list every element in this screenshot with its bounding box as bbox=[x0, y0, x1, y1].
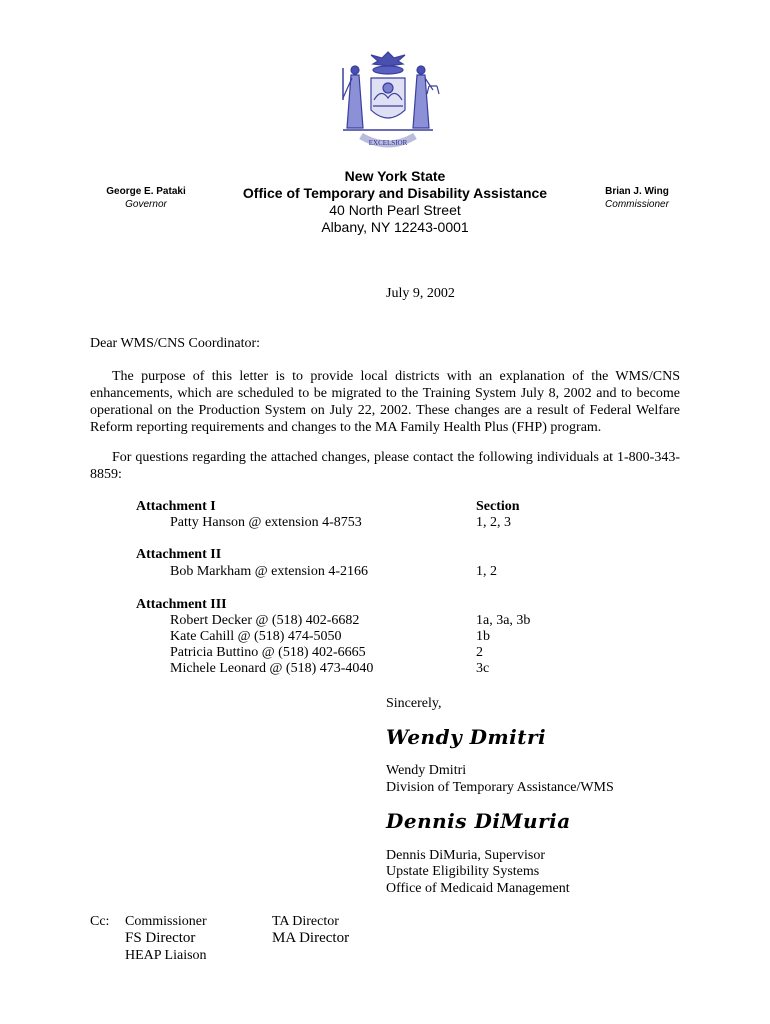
agency-header bbox=[220, 168, 570, 236]
attachment-3-title: Attachment III bbox=[136, 597, 227, 612]
contact-row: Patricia Buttino @ (518) 402-6665 bbox=[170, 645, 366, 660]
signer1-name: Wendy Dmitri bbox=[386, 763, 467, 778]
agency-name: Office of Temporary and Disability Assistance bbox=[242, 185, 548, 201]
state-name: New York State bbox=[344, 168, 446, 184]
governor-title: Governor bbox=[125, 199, 167, 210]
cc-recipient: FS Director bbox=[125, 930, 196, 946]
signer2-name: Dennis DiMuria, Supervisor bbox=[386, 848, 546, 863]
contact-row: Michele Leonard @ (518) 473-4040 bbox=[170, 661, 374, 676]
letter-date: July 9, 2002 bbox=[386, 286, 455, 301]
signature-wendy-dmitri: Wendy Dmitri bbox=[386, 725, 547, 749]
commissioner-name: Brian J. Wing bbox=[605, 186, 669, 197]
signer1-title: Division of Temporary Assistance/WMS bbox=[386, 780, 614, 795]
governor-name: George E. Pataki bbox=[106, 186, 186, 197]
body-paragraph-2: For questions regarding the attached changes, please contact the following individuals at 1-800-343-8859: bbox=[90, 450, 680, 482]
signer2-title-2: Office of Medicaid Management bbox=[386, 881, 570, 896]
section-cell: 2 bbox=[476, 645, 483, 660]
cc-label: Cc: bbox=[90, 914, 110, 929]
agency-city: Albany, NY 12243-0001 bbox=[321, 219, 469, 235]
contact-row: Patty Hanson @ extension 4-8753 bbox=[170, 515, 362, 530]
seal-motto: EXCELSIOR bbox=[368, 139, 408, 147]
section-cell: 1, 2 bbox=[476, 564, 497, 579]
commissioner-block bbox=[594, 185, 680, 211]
contact-row: Bob Markham @ extension 4-2166 bbox=[170, 564, 368, 579]
cc-recipient: MA Director bbox=[272, 930, 350, 946]
cc-recipient: HEAP Liaison bbox=[125, 948, 207, 963]
closing: Sincerely, bbox=[386, 696, 442, 711]
signature-dennis-dimuria: Dennis DiMuria bbox=[386, 809, 571, 833]
section-header: Section bbox=[476, 499, 520, 514]
signer2-title-1: Upstate Eligibility Systems bbox=[386, 864, 540, 879]
agency-street: 40 North Pearl Street bbox=[329, 202, 461, 218]
section-cell: 3c bbox=[476, 661, 490, 676]
contact-row: Kate Cahill @ (518) 474-5050 bbox=[170, 629, 342, 644]
salutation: Dear WMS/CNS Coordinator: bbox=[90, 336, 261, 351]
governor-block bbox=[96, 185, 196, 211]
cc-recipient: TA Director bbox=[272, 914, 339, 929]
commissioner-title: Commissioner bbox=[605, 199, 669, 210]
section-cell: 1a, 3a, 3b bbox=[476, 613, 531, 628]
section-cell: 1, 2, 3 bbox=[476, 515, 511, 530]
attachment-1-title: Attachment I bbox=[136, 499, 216, 514]
cc-recipient: Commissioner bbox=[125, 914, 207, 929]
new-york-state-seal bbox=[333, 48, 443, 154]
attachment-2-title: Attachment II bbox=[136, 547, 222, 562]
contact-row: Robert Decker @ (518) 402-6682 bbox=[170, 613, 360, 628]
section-cell: 1b bbox=[476, 629, 490, 644]
body-paragraph-1: The purpose of this letter is to provide local districts with an explanation of the WMS/CNS enhancements, which are scheduled to be migrated to the Training System July 8, 2002 and to become operational on the Production System on July 22, 2002. These changes are a result of Federal Welfare Reform reporting requirements and changes to the MA Family Health Plus (FHP) program. bbox=[90, 369, 680, 435]
